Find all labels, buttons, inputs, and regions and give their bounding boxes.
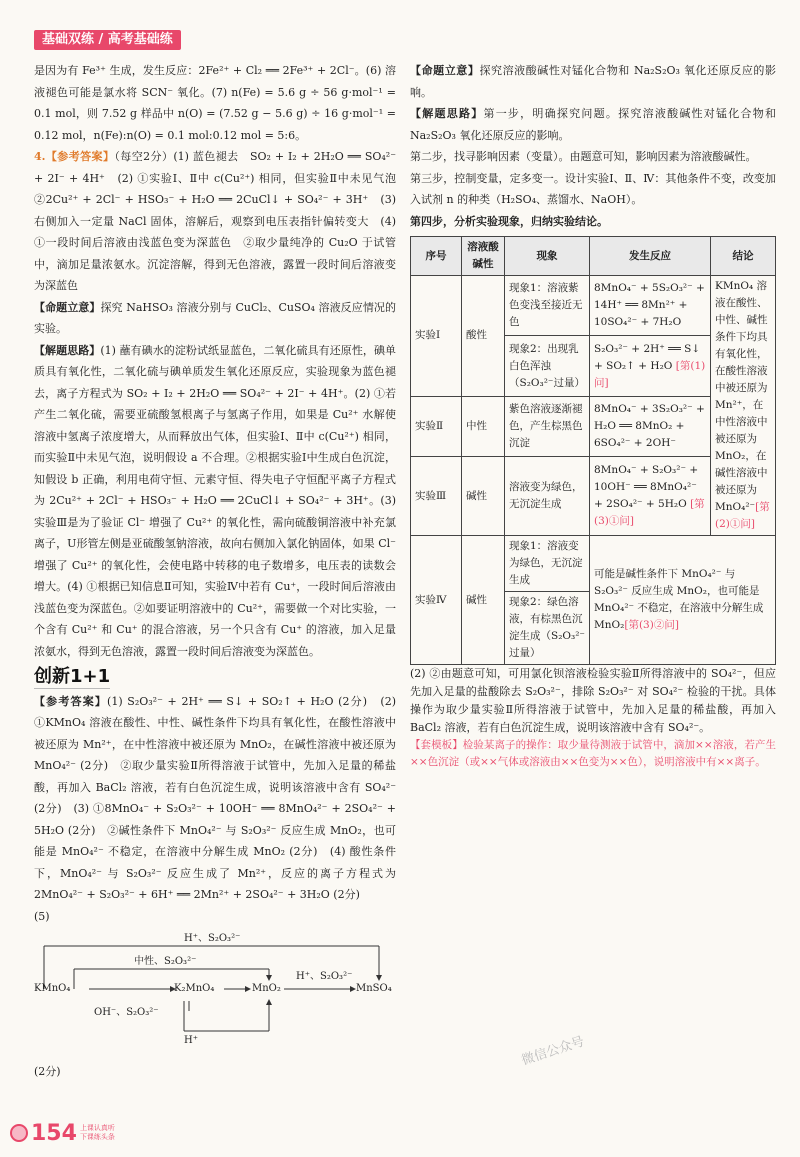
cell-rx [590, 457, 711, 536]
cell-no: 实验Ⅰ [411, 276, 462, 397]
cell-ph: 碱性 [462, 536, 505, 665]
step-1: 第一步，明确探究问题。探究溶液酸碱性对锰化合物和 Na₂S₂O₃ 氧化还原反应的影响。 [410, 107, 777, 142]
cell-no: 实验Ⅱ [411, 396, 462, 456]
page-number: 154 [31, 1120, 77, 1146]
intent-heading: 【命题立意】 [34, 300, 101, 314]
question-5-label: (5) [34, 909, 50, 923]
cell-ph: 中性 [462, 396, 505, 456]
table-row [411, 276, 776, 336]
step-4: 第四步，分析实验现象，归纳实验结论。 [410, 214, 608, 228]
th-rx: 发生反应 [590, 237, 711, 276]
right-intent-heading: 【命题立意】 [410, 64, 480, 77]
cell-obs: 现象2：出现乳白色浑浊（S₂O₃²⁻过量） [505, 336, 590, 396]
intent-text: 探究 NaHSO₃ 溶液分别与 CuCl₂、CuSO₄ 溶液反应情况的实验。 [34, 300, 396, 335]
points-label: (2分) [34, 1065, 61, 1078]
cell-obs: 现象1：溶液紫色变浅至接近无色 [505, 276, 590, 336]
node-kmno4: KMnO₄ [34, 983, 71, 994]
th-obs: 现象 [505, 237, 590, 276]
watermark: 微信公众号 [519, 1034, 587, 1069]
cell-rx [590, 336, 711, 396]
rx-tag: [第(3)②问] [624, 619, 679, 631]
th-conclusion: 结论 [711, 237, 776, 276]
table-header-row [411, 237, 776, 276]
label-h: H⁺ [184, 1035, 198, 1046]
cell-ph: 酸性 [462, 276, 505, 397]
node-mno2: MnO₂ [252, 983, 281, 994]
idea-text: (1) 蘸有碘水的淀粉试纸显蓝色，二氧化硫具有还原性，碘单质具有氧化性，二氧化硫与碘单质发生氧化还原反应，实验现象为蓝色褪去，离子方程式为 SO₂ + I₂ + 2H₂O ══ SO₄²⁻ + 2I⁻ + 4H⁺。(2) ①若产生二氧化硫，需要亚硫酸氢根离子与氢离子作用，如果是 Cu²⁺ 水解使溶液中氢离子浓度增大，从而释放出气体，但实验Ⅰ、Ⅱ中 c(Cu²⁺) 相同，而实验Ⅱ中未见气泡，说明假设 a 不合理。②根据实验Ⅰ中生成白色沉淀，知假设 b 正确，利用电荷守恒、元素守恒、得失电子守恒配平离子方程式为 2Cu²⁺ + 2Cl⁻ + HSO₃⁻ + H₂O ══ 2CuCl↓ + SO₄²⁻ + 3H⁺。(3) 实验Ⅲ是为了验证 Cl⁻ 增强了 Cu²⁺ 的氧化性，需向硫酸铜溶液中补充氯离子，U形管左侧是亚硫酸氢钠溶液，故向右侧加入氯化钠固体，如果 Cl⁻ 增强了 Cu²⁺ 的氧化性，会使电路中转移的电子数增多，电压表的读数会增大。(4) ①根据已知信息Ⅱ可知，实验Ⅳ中若有 Cu⁺，一段时间后溶液由浅蓝色变为深蓝色。②如要证明溶液中的 Cu²⁺，需要做一个对比实验，一个含有 Cu²⁺ 和 Cu⁺ 的混合溶液，另一个只含有 Cu⁺ 的溶液，加入足量浓氨水，得到无色溶液，露置一段时间后溶液变为深蓝色。 [34, 343, 397, 658]
th-no: 序号 [411, 237, 462, 276]
rx-text: S₂O₃²⁻ + 2H⁺ ══ S↓ + SO₂↑ + H₂O [594, 342, 701, 372]
answer-text: （每空2分）(1) 蓝色褪去 SO₂ + I₂ + 2H₂O ══ SO₄²⁻ + 2I⁻ + 4H⁺ (2) ①实验Ⅰ、Ⅱ中 c(Cu²⁺) 相同，但实验Ⅱ中未见气泡 ②2Cu²⁺ + 2Cl⁻ + HSO₃⁻ + H₂O ══ 2CuCl↓ + SO₄²⁻ + 3H⁺ (3) 右侧加入一定量 NaCl 固体，溶解后，观察到电压表指针偏转变大 (4) ①一段时间后溶液由浅蓝色变为深蓝色 ②取少量纯净的 Cu₂O 于试管中，滴加足量浓氨水。沉淀溶解，得到无色溶液，露置一段时间后溶液变为深蓝色 [34, 150, 407, 292]
cell-obs: 现象1：溶液变为绿色，无沉淀生成 [505, 536, 590, 592]
node-mnso4: MnSO₄ [356, 983, 392, 994]
idea-heading: 【解题思路】 [34, 343, 101, 357]
cell-rx [590, 536, 776, 665]
diagram-arrows [34, 931, 396, 1061]
cell-obs: 溶液变为绿色，无沉淀生成 [505, 457, 590, 536]
reference-text: (1) S₂O₃²⁻ + 2H⁺ ══ S↓ + SO₂↑ + H₂O (2分) (2) ①KMnO₄ 溶液在酸性、中性、碱性条件下均具有氧化性，在酸性溶液中被还原为 Mn²⁺，在中性溶液中被还原为 MnO₂，在碱性溶液中被还原为 MnO₄²⁻ (2分) ②取少量实验Ⅱ所得溶液于试管中，先加入足量的稀盐酸，再加入 BaCl₂ 溶液，若有白色沉淀生成，说明该溶液中含有 SO₄²⁻ (2分) (3) ①8MnO₄⁻ + S₂O₃²⁻ + 10OH⁻ ══ 8MnO₄²⁻ + 2SO₄²⁻ + 5H₂O (2分) ②碱性条件下 MnO₄²⁻ 与 S₂O₃²⁻ 反应生成 MnO₂，也可能是 MnO₄²⁻ 不稳定，在溶液中分解生成 MnO₂ (2分) (4) 酸性条件下，MnO₄²⁻ 与 S₂O₃²⁻ 反应生成了 Mn²⁺，反应的离子方程式为 2MnO₄²⁻ + S₂O₃²⁻ + 6H⁺ ══ 2Mn²⁺ + 2SO₄²⁻ + 3H₂O (2分) [34, 694, 397, 901]
cell-rx: 8MnO₄⁻ + 5S₂O₃²⁻ + 14H⁺ ══ 8Mn²⁺ + 10SO₄²⁻ + 7H₂O [590, 276, 711, 336]
conversion-diagram [34, 931, 396, 1061]
right-column [410, 60, 776, 771]
right-idea-heading: 【解题思路】 [410, 107, 484, 120]
rx-tag: [第(3)①问] [594, 498, 705, 528]
rx-text: 可能是碱性条件下 MnO₄²⁻ 与 S₂O₃²⁻ 反应生成 MnO₂，也可能是 MnO₄²⁻ 不稳定，在溶液中分解生成 MnO₂ [594, 568, 764, 631]
answer-heading: 4.【参考答案】 [34, 150, 115, 163]
cell-rx: 8MnO₄⁻ + 3S₂O₃²⁻ + H₂O ══ 8MnO₂ + 6SO₄²⁻ + 2OH⁻ [590, 396, 711, 456]
label-neutral: 中性、S₂O₃²⁻ [134, 956, 197, 967]
conclusion-tag: [第(2)①问] [715, 501, 770, 530]
right-intent-text: 探究溶液酸碱性对锰化合物和 Na₂S₂O₃ 氧化还原反应的影响。 [410, 64, 776, 99]
cell-conclusion [711, 276, 776, 536]
node-k2mno4: K₂MnO₄ [174, 983, 215, 994]
right-idea [410, 103, 776, 146]
left-column [34, 60, 407, 1083]
results-table [410, 236, 776, 665]
section-banner: 基础双练 / 高考基础练 [34, 30, 181, 50]
flower-icon [10, 1124, 28, 1142]
page-footer [10, 1118, 122, 1148]
right-intent [410, 60, 776, 103]
step-2: 第二步，找寻影响因素（变量）。由题意可知，影响因素为溶液酸碱性。 [410, 150, 757, 163]
question-2-explanation: (2) ②由题意可知，可用氯化钡溶液检验实验Ⅱ所得溶液中的 SO₄²⁻，但应先加入足量的盐酸除去 S₂O₃²⁻，排除 S₂O₃²⁻ 对 SO₄²⁻ 检验的干扰。具体操作为取少量实验Ⅱ所得溶液于试管中，先加入足量的稀盐酸，再加入 BaCl₂ 溶液，若有白色沉淀生成，说明该溶液中含有 SO₄²⁻。 [410, 667, 776, 734]
label-top: H⁺、S₂O₃²⁻ [184, 933, 241, 944]
cell-no: 实验Ⅲ [411, 457, 462, 536]
footer-slogan: 上课认真听 下课练头条 [79, 1124, 115, 1141]
rx-text: 8MnO₄⁻ + S₂O₃²⁻ + 10OH⁻ ══ 8MnO₄²⁻ + 2SO₄²⁻ + 5H₂O [594, 464, 699, 511]
label-h-s2o3: H⁺、S₂O₃²⁻ [296, 971, 353, 982]
paragraph-continuation: 是因为有 Fe³⁺ 生成，发生反应：2Fe²⁺ + Cl₂ ══ 2Fe³⁺ + 2Cl⁻。(6) 溶液褪色可能是氯水将 SCN⁻ 氧化。(7) n(Fe) = 5.6 g ÷ 56 g·mol⁻¹ = 0.1 mol，则 7.52 g 样品中 n(O) = (7.52 g − 5.6 g) ÷ 16 g·mol⁻¹ = 0.12 mol，n(Fe):n(O) = 0.1 mol:0.12 mol = 5:6。 [34, 64, 396, 142]
rx-tag: [第(1)问] [594, 359, 706, 389]
cell-obs: 现象2：绿色溶液，有棕黑色沉淀生成（S₂O₃²⁻过量） [505, 592, 590, 665]
th-ph: 溶液酸碱性 [462, 237, 505, 276]
reference-answer [34, 691, 396, 906]
section-title: 创新1+1 [34, 666, 111, 687]
cell-no: 实验Ⅳ [411, 536, 462, 665]
step-3: 第三步，控制变量，定多变一。设计实验Ⅰ、Ⅱ、Ⅳ：其他条件不变，改变加入试剂 n 的种类（H₂SO₄、蒸馏水、NaOH）。 [410, 171, 776, 206]
idea-paragraph [34, 340, 396, 663]
question-4-answer [34, 146, 407, 297]
reference-heading: 【参考答案】 [34, 694, 108, 708]
table-row [411, 536, 776, 592]
intent-paragraph [34, 297, 396, 340]
cell-obs: 紫色溶液逐渐褪色，产生棕黑色沉淀 [505, 396, 590, 456]
template-tip: 【套模板】检验某离子的操作：取少量待测液于试管中，滴加××溶液，若产生××色沉淀（或××气体或溶液由××色变为××色），说明溶液中有××离子。 [410, 739, 776, 768]
conclusion-text: KMnO₄ 溶液在酸性、中性、碱性条件下均具有氧化性，在酸性溶液中被还原为 Mn²⁺，在中性溶液中被还原为 MnO₂，在碱性溶液中被还原为 MnO₄²⁻ [715, 280, 768, 513]
cell-ph: 碱性 [462, 457, 505, 536]
label-oh: OH⁻、S₂O₃²⁻ [94, 1007, 159, 1018]
